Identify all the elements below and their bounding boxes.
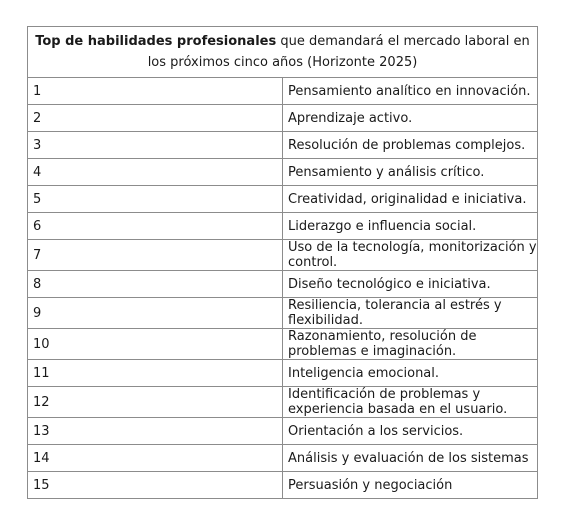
- row-skill: Identificación de problemas y experiencia basada en el usuario.: [283, 387, 538, 418]
- row-number: 2: [28, 105, 283, 132]
- table-row: [28, 360, 538, 387]
- row-number: 9: [28, 298, 283, 329]
- table-row: [28, 445, 538, 472]
- row-skill: Aprendizaje activo.: [283, 105, 538, 132]
- row-number: 3: [28, 132, 283, 159]
- table-row: [28, 186, 538, 213]
- table-row: [28, 298, 538, 329]
- row-skill: Razonamiento, resolución de problemas e imaginación.: [283, 329, 538, 360]
- row-skill: Persuasión y negociación: [283, 472, 538, 499]
- row-number: 13: [28, 418, 283, 445]
- table-title: [28, 27, 538, 78]
- table-row: [28, 159, 538, 186]
- row-number: 12: [28, 387, 283, 418]
- table-row: [28, 240, 538, 271]
- table-row: [28, 472, 538, 499]
- row-number: 6: [28, 213, 283, 240]
- table-row: [28, 418, 538, 445]
- row-number: 1: [28, 78, 283, 105]
- row-number: 5: [28, 186, 283, 213]
- row-skill: Orientación a los servicios.: [283, 418, 538, 445]
- row-number: 11: [28, 360, 283, 387]
- row-skill: Resolución de problemas complejos.: [283, 132, 538, 159]
- table-row: [28, 78, 538, 105]
- row-number: 10: [28, 329, 283, 360]
- row-skill: Inteligencia emocional.: [283, 360, 538, 387]
- row-skill: Resiliencia, tolerancia al estrés y flexibilidad.: [283, 298, 538, 329]
- table-row: [28, 387, 538, 418]
- row-skill: Diseño tecnológico e iniciativa.: [283, 271, 538, 298]
- row-skill: Uso de la tecnología, monitorización y control.: [283, 240, 538, 271]
- row-number: 14: [28, 445, 283, 472]
- table-row: [28, 132, 538, 159]
- table-row: [28, 271, 538, 298]
- table-title-bold: Top de habilidades profesionales: [35, 34, 277, 49]
- row-skill: Pensamiento y análisis crítico.: [283, 159, 538, 186]
- table-title-rest: que demandará el mercado laboral en los próximos cinco años (Horizonte 2025): [147, 34, 530, 70]
- row-number: 4: [28, 159, 283, 186]
- row-skill: Análisis y evaluación de los sistemas: [283, 445, 538, 472]
- table-row: [28, 329, 538, 360]
- row-skill: Creatividad, originalidad e iniciativa.: [283, 186, 538, 213]
- table-row: [28, 213, 538, 240]
- skills-table: [27, 26, 538, 499]
- row-number: 15: [28, 472, 283, 499]
- row-number: 8: [28, 271, 283, 298]
- row-skill: Pensamiento analítico en innovación.: [283, 78, 538, 105]
- table-row: [28, 105, 538, 132]
- row-skill: Liderazgo e influencia social.: [283, 213, 538, 240]
- row-number: 7: [28, 240, 283, 271]
- table-header-row: [28, 27, 538, 78]
